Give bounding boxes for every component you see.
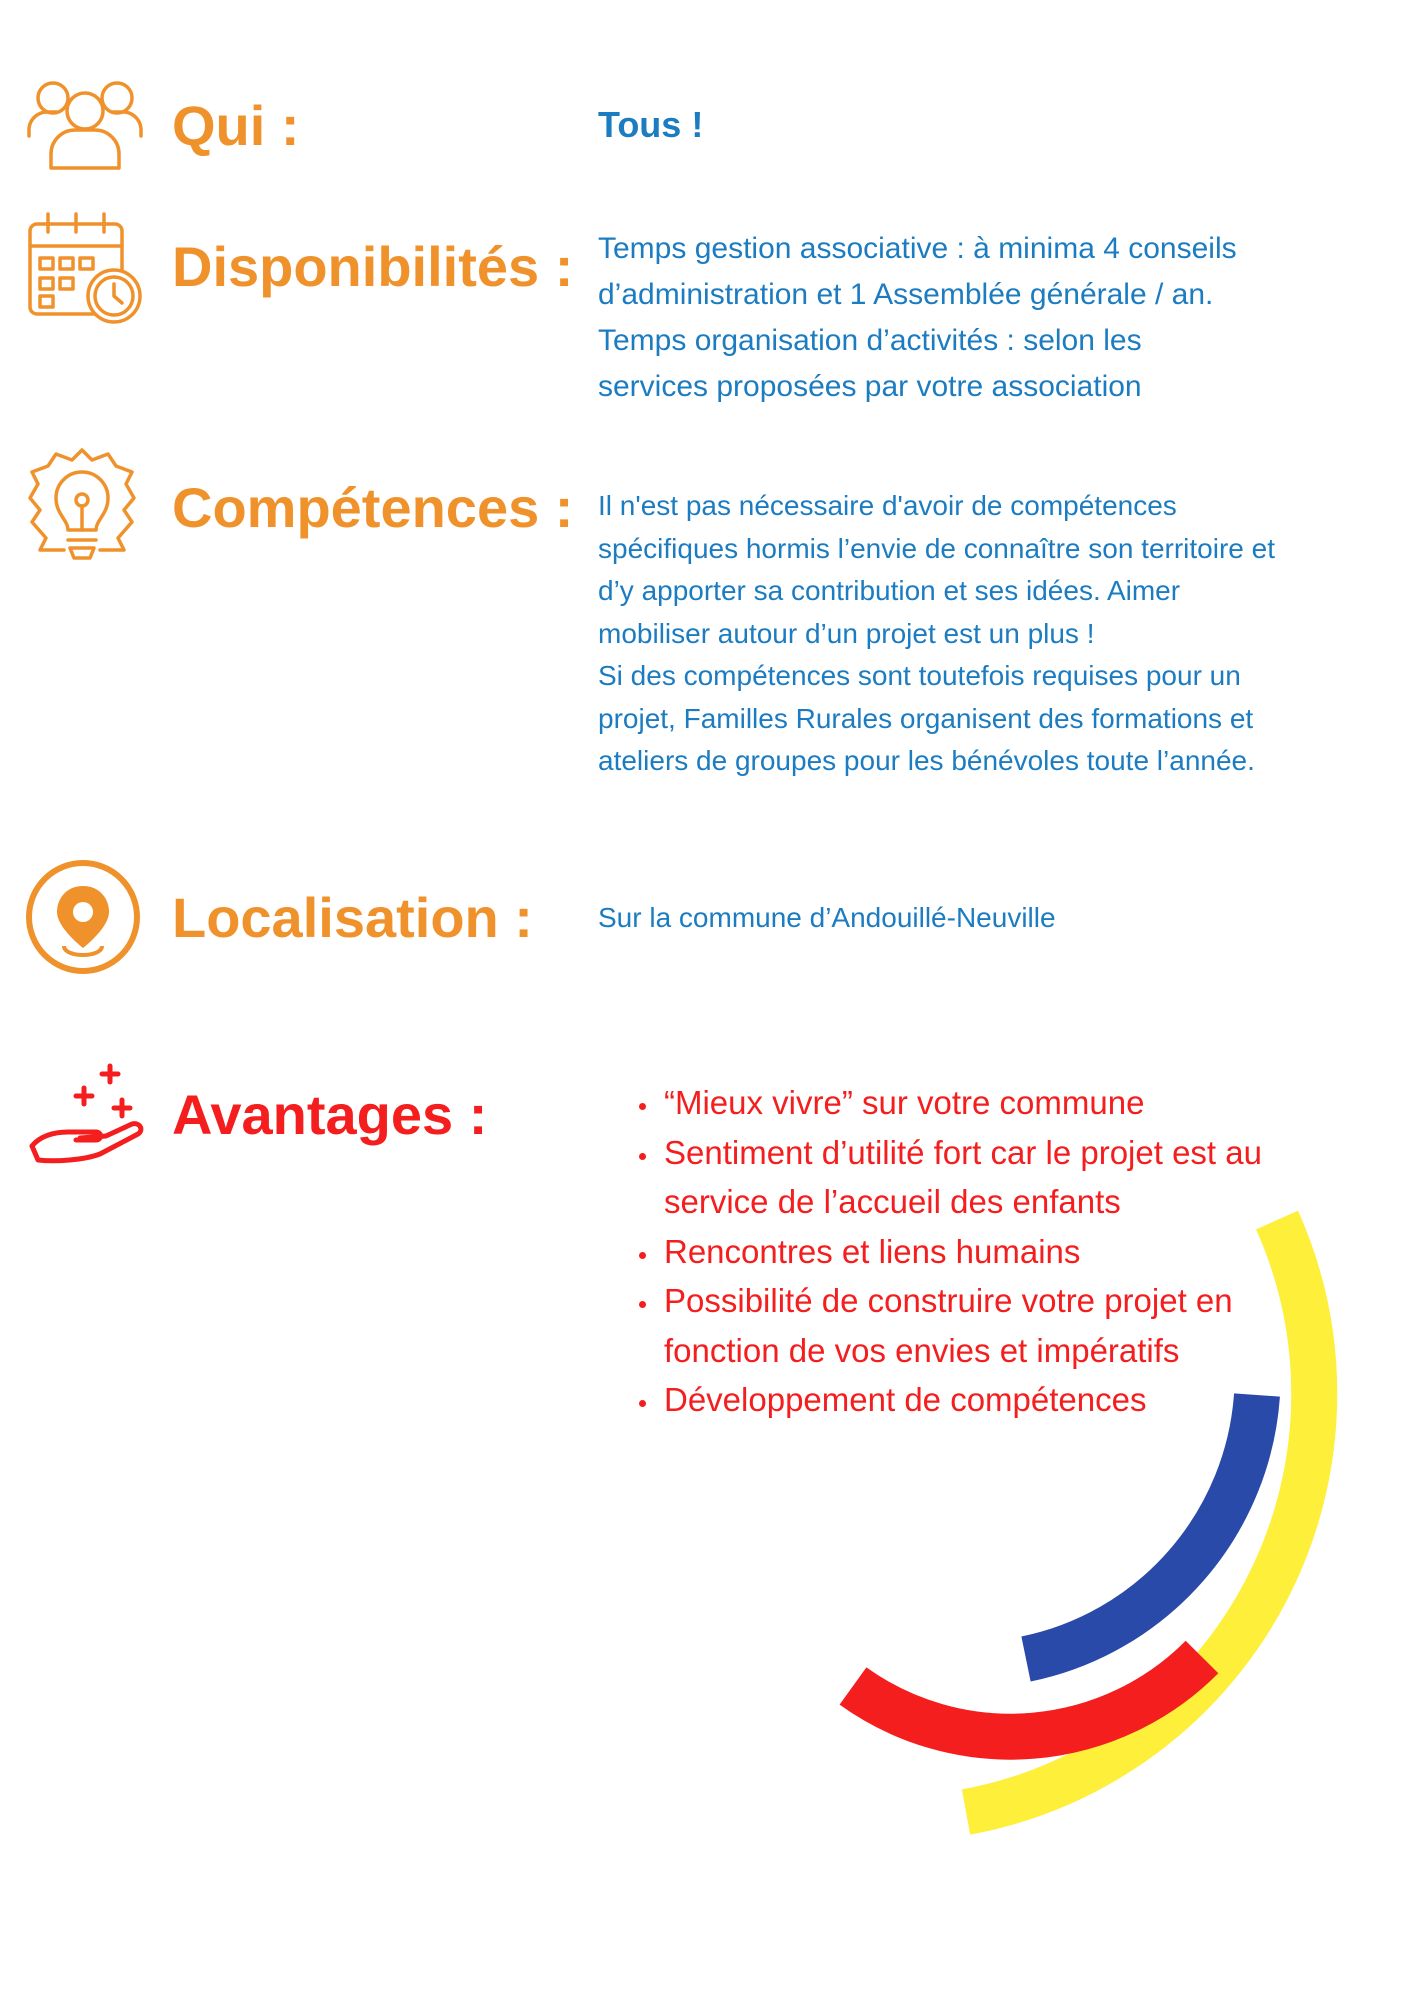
competences-label: Compétences : — [172, 476, 574, 539]
qui-label: Qui : — [172, 94, 300, 157]
localisation-value: Sur la commune d’Andouillé-Neuville — [598, 902, 1056, 933]
list-item: • “Mieux vivre” sur votre commune — [660, 1078, 1300, 1128]
localisation-label: Localisation : — [172, 886, 533, 949]
avantages-label: Avantages : — [172, 1083, 488, 1146]
disponibilites-line-2: Temps organisation d’activités : selon les services proposées par votre association — [598, 324, 1142, 403]
list-item: • Développement de compétences — [660, 1375, 1300, 1425]
competences-line-2: Si des compétences sont toutefois requises pour un projet, Familles Rurales organisent des formations et ateliers de groupes pour les bénévoles toute l’année. — [598, 660, 1255, 776]
competences-line-1: Il n'est pas nécessaire d'avoir de compétences spécifiques hormis l’envie de connaître son territoire et d’y apporter sa contribution et ses idées. Aimer mobiliser autour d’un projet est un plus ! — [598, 490, 1276, 649]
qui-value: Tous ! — [598, 104, 704, 145]
disponibilites-label: Disponibilités : — [172, 235, 574, 298]
list-item: • Rencontres et liens humains — [660, 1227, 1300, 1277]
list-item: • Possibilité de construire votre projet en fonction de vos envies et impératifs — [660, 1276, 1300, 1375]
disponibilites-line-1: Temps gestion associative : à minima 4 conseils d’administration et 1 Assemblée générale / an. — [598, 232, 1237, 311]
list-item: • Sentiment d’utilité fort car le projet est au service de l’accueil des enfants — [660, 1128, 1300, 1227]
